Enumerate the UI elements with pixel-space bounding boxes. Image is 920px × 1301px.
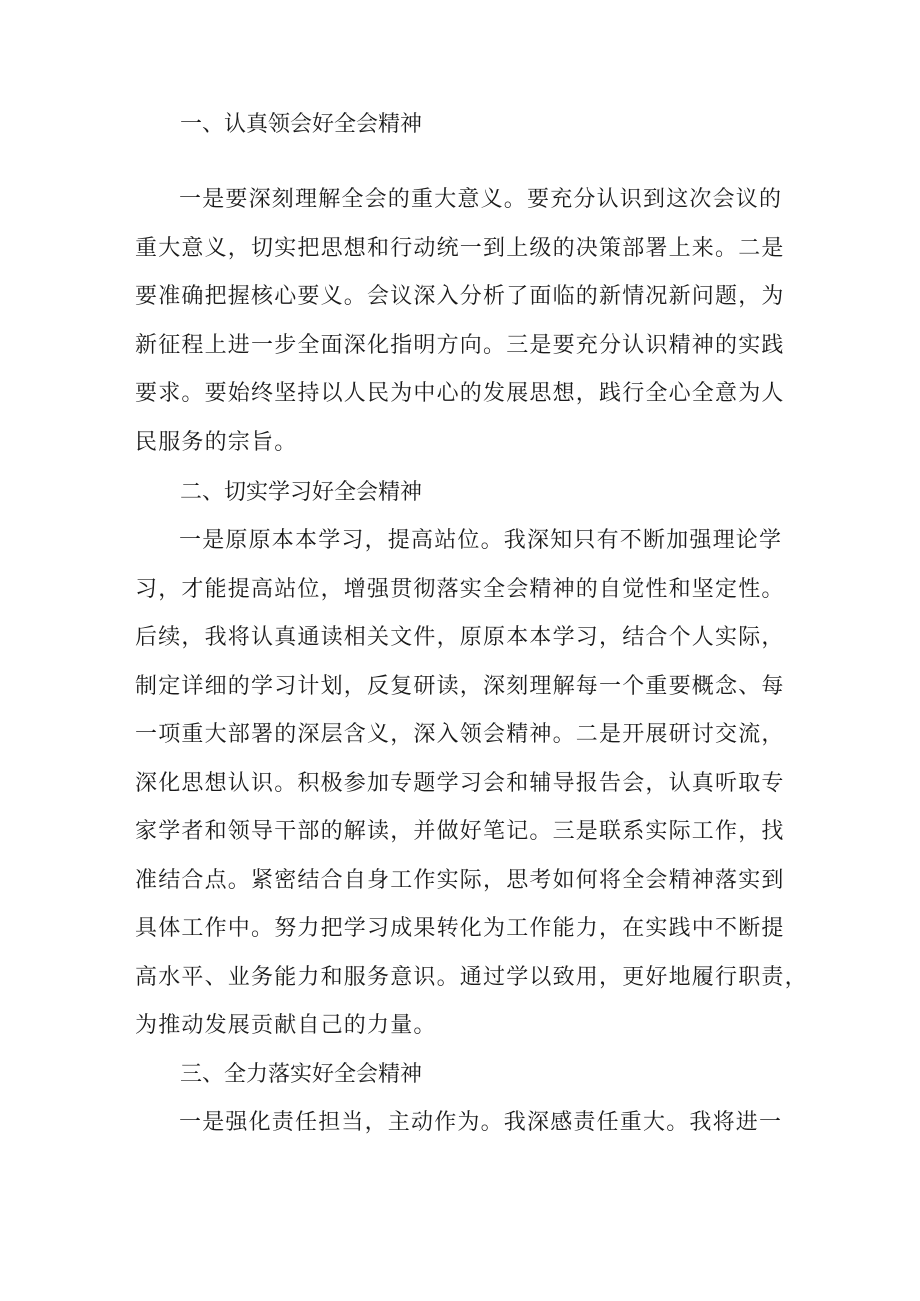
paragraph-line: 具体工作中。努力把学习成果转化为工作能力，在实践中不断提 bbox=[135, 916, 785, 941]
paragraph-line: 新征程上进一步全面深化指明方向。三是要充分认识精神的实践 bbox=[135, 332, 785, 358]
paragraph-line: 为推动发展贡献自己的力量。 bbox=[135, 1013, 437, 1038]
paragraph-line: 要求。要始终坚持以人民为中心的发展思想，践行全心全意为人 bbox=[135, 381, 785, 406]
paragraph-line: 一项重大部署的深层含义，深入领会精神。二是开展研讨交流， bbox=[135, 722, 785, 747]
paragraph-line: 一是原原本本学习，提高站位。我深知只有不断加强理论学 bbox=[179, 528, 783, 553]
paragraph-line: 一是强化责任担当，主动作为。我深感责任重大。我将进一 bbox=[179, 1110, 783, 1135]
section-3-paragraph bbox=[135, 1099, 795, 1148]
section-2-heading: 二、切实学习好全会精神 bbox=[180, 480, 423, 505]
paragraph-line: 民服务的宗旨。 bbox=[135, 429, 298, 455]
section-2-paragraph bbox=[135, 517, 808, 1051]
paragraph-line: 一是要深刻理解全会的重大意义。要充分认识到这次会议的 bbox=[179, 187, 783, 212]
paragraph-line: 深化思想认识。积极参加专题学习会和辅导报告会，认真听取专 bbox=[135, 770, 785, 796]
paragraph-line: 要准确把握核心要义。会议深入分析了面临的新情况新问题，为 bbox=[135, 284, 785, 309]
paragraph-line: 后续，我将认真通读相关文件，原原本本学习，结合个人实际， bbox=[135, 625, 785, 650]
paragraph-line: 重大意义，切实把思想和行动统一到上级的决策部署上来。二是 bbox=[135, 235, 785, 261]
section-1-paragraph bbox=[135, 176, 795, 467]
paragraph-line: 高水平、业务能力和服务意识。通过学以致用，更好地履行职责， bbox=[135, 964, 808, 990]
paragraph-line: 制定详细的学习计划，反复研读，深刻理解每一个重要概念、每 bbox=[135, 673, 785, 699]
paragraph-line: 习，才能提高站位，增强贯彻落实全会精神的自觉性和坚定性。 bbox=[135, 576, 785, 602]
paragraph-line: 准结合点。紧密结合自身工作实际，思考如何将全会精神落实到 bbox=[135, 867, 785, 893]
section-1-heading: 一、认真领会好全会精神 bbox=[180, 112, 423, 137]
section-3-heading: 三、全力落实好全会精神 bbox=[180, 1062, 423, 1087]
paragraph-line: 家学者和领导干部的解读，并做好笔记。三是联系实际工作，找 bbox=[135, 819, 785, 844]
